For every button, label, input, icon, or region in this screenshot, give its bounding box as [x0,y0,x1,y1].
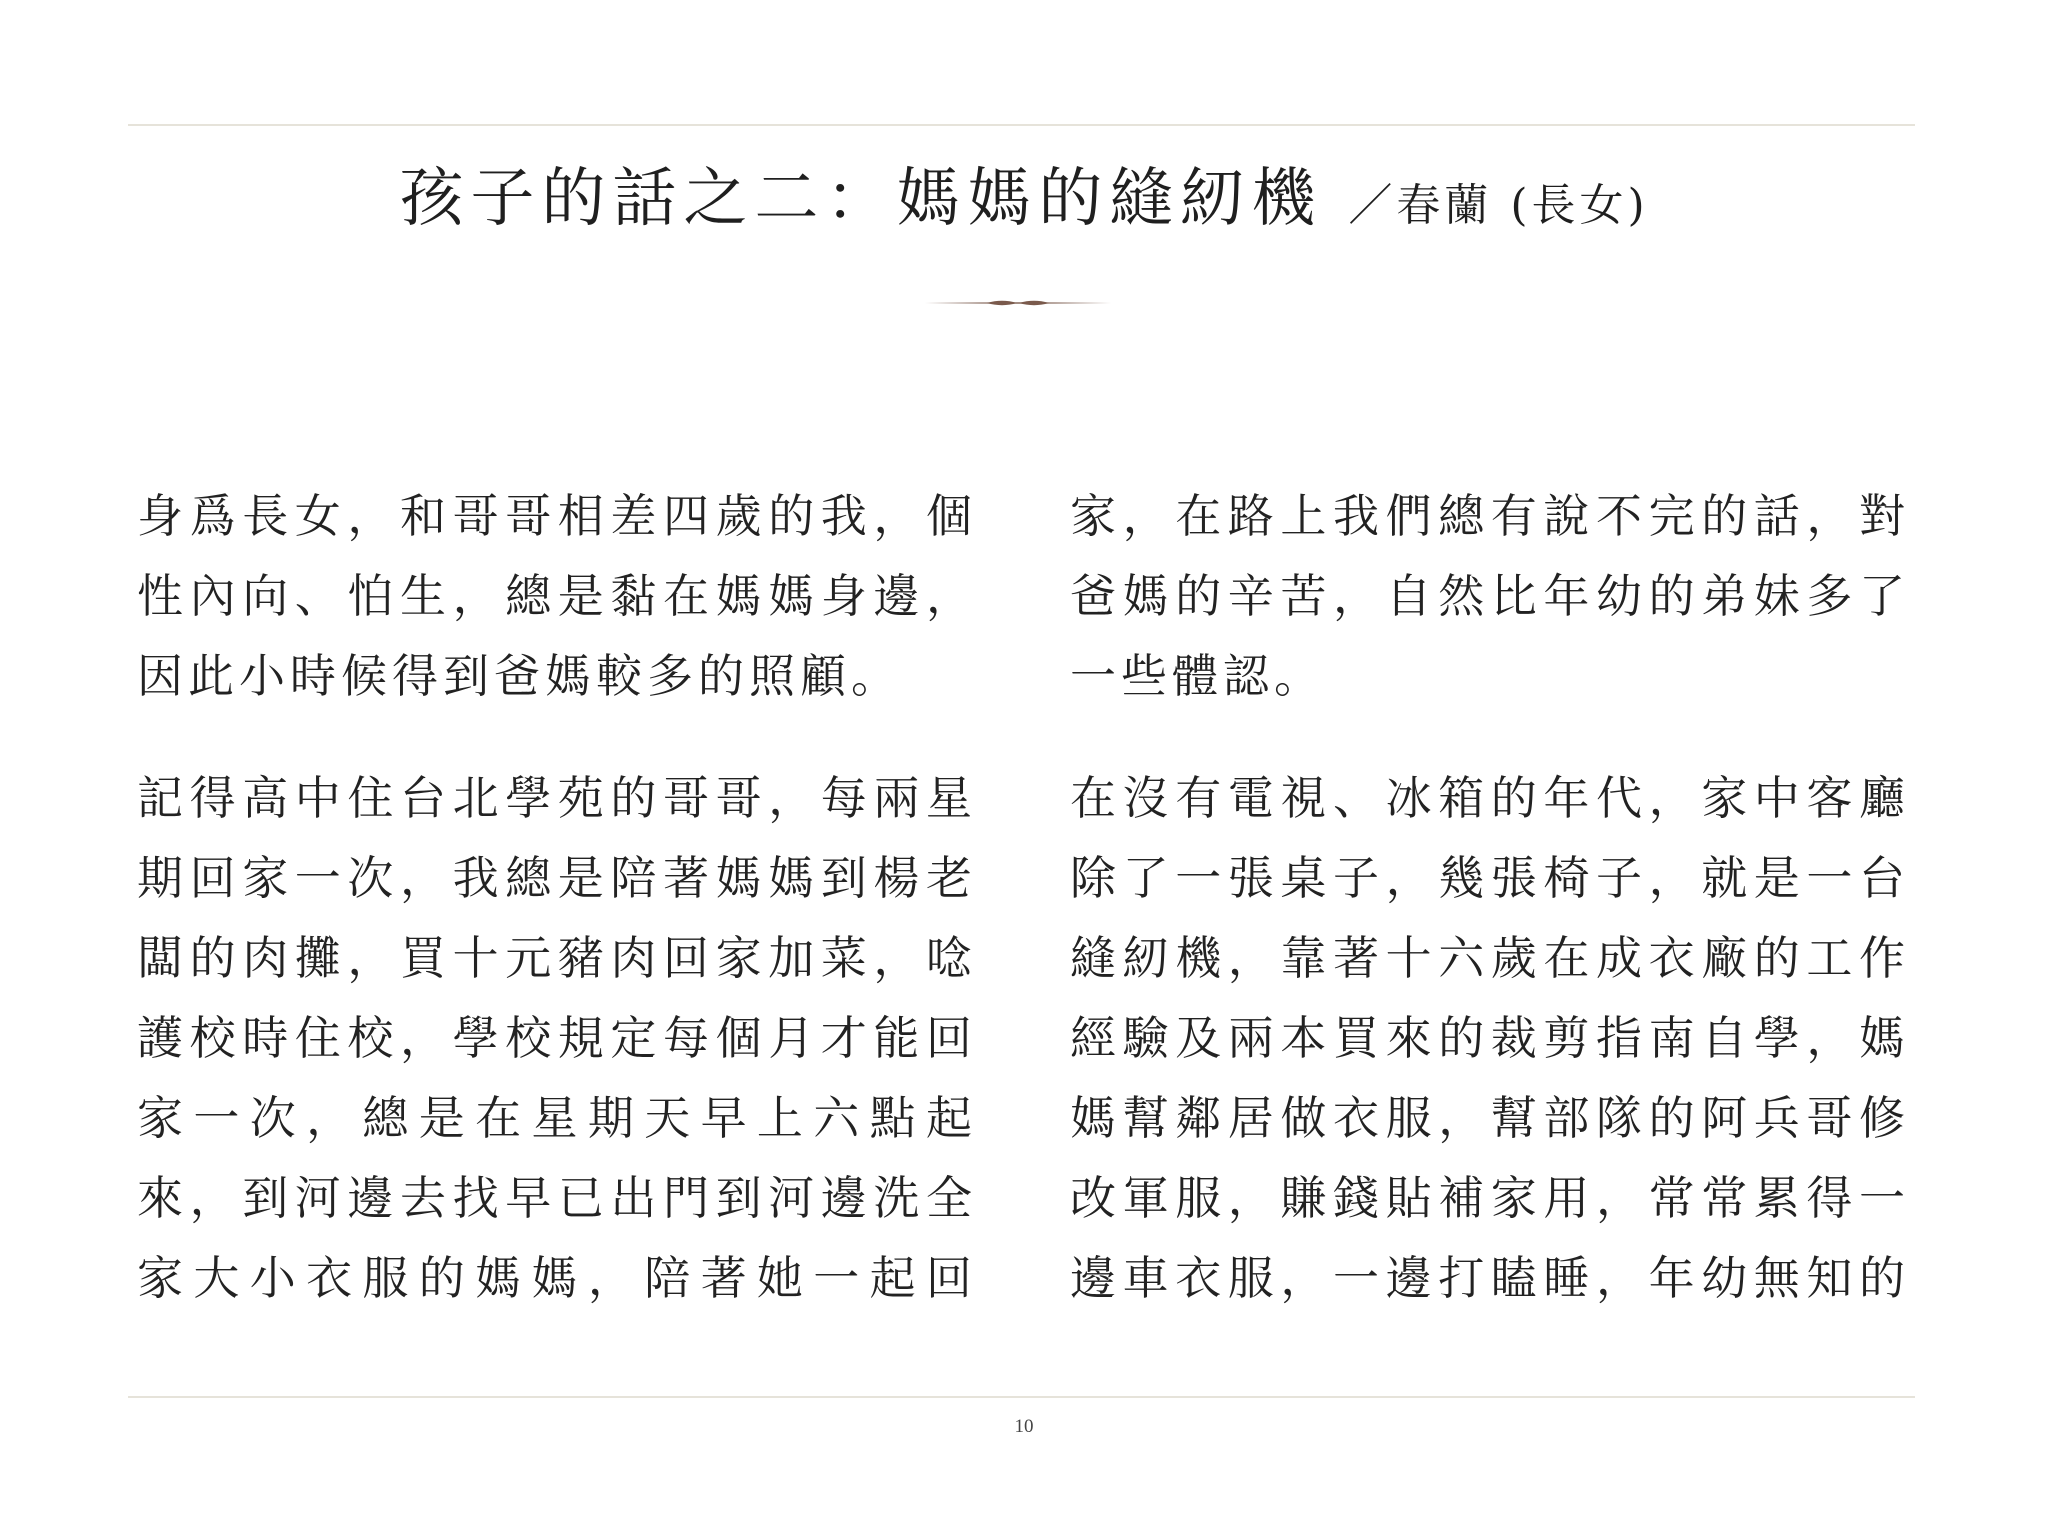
text-line: 性內向、怕生，總是黏在媽媽身邊， [137,569,977,623]
text-line: 期回家一次，我總是陪著媽媽到楊老 [137,851,977,905]
text-line: 護校時住校，學校規定每個月才能回 [137,1011,977,1065]
text-line: 家大小衣服的媽媽，陪著她一起回 [137,1251,977,1305]
text-line: 記得高中住台北學苑的哥哥，每兩星 [137,771,977,825]
text-line: 在沒有電視、冰箱的年代，家中客廳 [1070,771,1910,825]
text-line: 邊車衣服，一邊打瞌睡，年幼無知的 [1070,1251,1910,1305]
text-line: 一些體認。 [1070,649,1325,703]
paragraph [137,758,977,1318]
ornament-leaf-right [1019,301,1049,305]
ornament-leaf-left [987,301,1017,305]
text-line: 縫紉機，靠著十六歲在成衣廠的工作 [1070,931,1910,985]
right-column [1070,476,1910,1318]
left-column [137,476,977,1318]
text-line: 來，到河邊去找早已出門到河邊洗全 [137,1171,977,1225]
text-line: 爸媽的辛苦，自然比年幼的弟妹多了 [1070,569,1910,623]
text-line: 改軍服，賺錢貼補家用，常常累得一 [1070,1171,1910,1225]
text-line: 身爲長女，和哥哥相差四歲的我，個 [137,489,977,543]
title-block [0,154,2048,244]
bottom-rule [128,1396,1915,1398]
page-number: 10 [1014,1416,1034,1437]
text-line: 除了一張桌子，幾張椅子，就是一台 [1070,851,1910,905]
text-line: 闆的肉攤，買十元豬肉回家加菜，唸 [137,931,977,985]
author-byline: ／春蘭 (長女) [1348,180,1649,231]
text-line: 家一次，總是在星期天早上六點起 [137,1091,977,1145]
text-line: 經驗及兩本買來的裁剪指南自學，媽 [1070,1011,1910,1065]
top-rule [128,124,1915,126]
text-line: 因此小時候得到爸媽較多的照顧。 [137,649,902,703]
ornament-line [925,302,1111,303]
text-line: 媽幫鄰居做衣服，幫部隊的阿兵哥修 [1070,1091,1910,1145]
page-title: 孩子的話之二：媽媽的縫紉機 [399,162,1323,236]
paragraph [1070,476,1910,716]
paragraph [1070,758,1910,1318]
divider-ornament [925,293,1111,313]
text-line: 家，在路上我們總有說不完的話，對 [1070,489,1910,543]
paragraph [137,476,977,716]
